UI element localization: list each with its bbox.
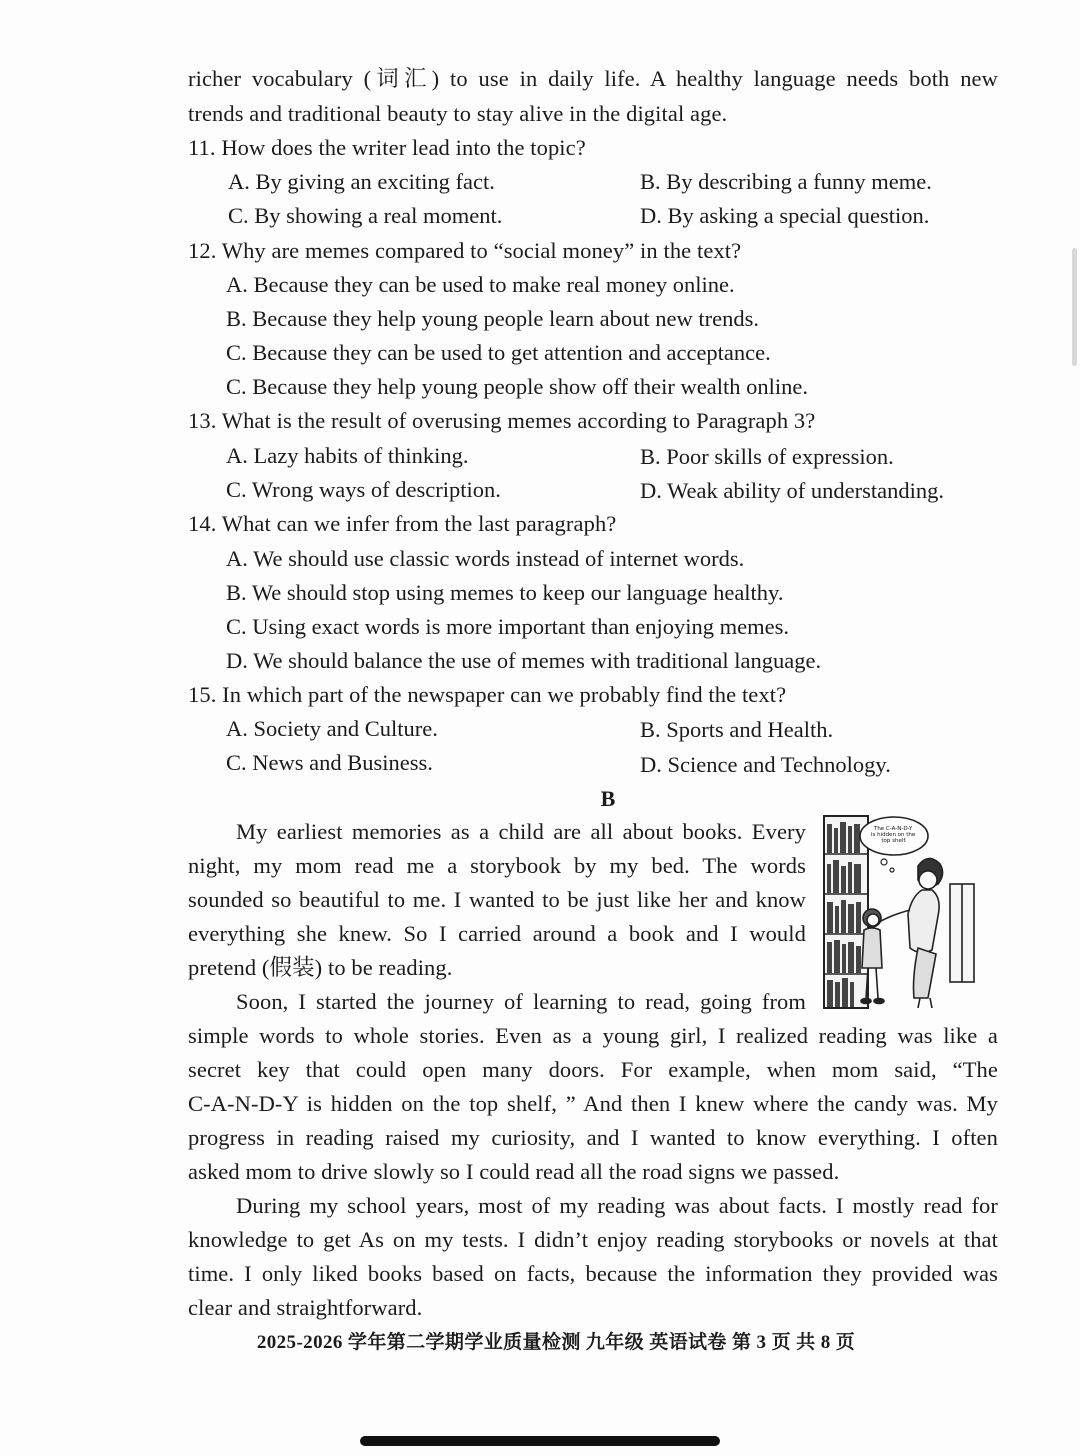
question-13-option-a: A. Lazy habits of thinking. (226, 443, 469, 468)
question-14-stem: 14. What can we infer from the last paragraph? (188, 511, 617, 536)
section-b-p2-line: asked mom to drive slowly so I could read all the road signs we passed. (188, 1159, 840, 1184)
question-14-option-b: B. We should stop using memes to keep our language healthy. (226, 580, 784, 605)
question-14-option-c: C. Using exact words is more important than enjoying memes. (226, 614, 790, 639)
section-b-p2-line: C-A-N-D-Y is hidden on the top shelf, ” And then I knew where the candy was. My (188, 1091, 998, 1116)
question-11-option-a: A. By giving an exciting fact. (228, 169, 495, 194)
question-15-option-d: D. Science and Technology. (640, 752, 891, 777)
question-15-option-c: C. News and Business. (226, 750, 433, 775)
page-footer: 2025-2026 学年第二学期学业质量检测 九年级 英语试卷 第 3 页 共 8 页 (256, 1332, 856, 1353)
section-b-p3-line: During my school years, most of my reading was about facts. I mostly read for (236, 1193, 998, 1218)
section-b-p1-line: My earliest memories as a child are all about books. Every (236, 819, 806, 844)
passage-a-line: richer vocabulary (词汇) to use in daily life. A healthy language needs both new (188, 66, 998, 91)
question-13-option-c: C. Wrong ways of description. (226, 477, 501, 502)
question-11-option-d: D. By asking a special question. (640, 203, 930, 228)
question-11-option-b: B. By describing a funny meme. (640, 169, 932, 194)
section-b-p1-line: night, my mom read me a storybook by my bed. The words (188, 853, 806, 878)
question-12-option-a: A. Because they can be used to make real money online. (226, 272, 735, 297)
home-indicator[interactable] (360, 1436, 720, 1446)
scrollbar[interactable] (1072, 248, 1077, 366)
section-b-p2-line: secret key that could open many doors. For example, when mom said, “The (188, 1057, 998, 1082)
question-15-option-b: B. Sports and Health. (640, 717, 834, 742)
question-12-option-c: C. Because they can be used to get attention and acceptance. (226, 340, 771, 365)
illustration-mother-and-child (822, 814, 984, 1012)
question-11-stem: 11. How does the writer lead into the topic? (188, 135, 586, 160)
question-14-option-d: D. We should balance the use of memes with traditional language. (226, 648, 822, 673)
section-b-p1-line: sounded so beautiful to me. I wanted to be just like her and know (188, 887, 806, 912)
question-13-stem: 13. What is the result of overusing memes according to Paragraph 3? (188, 408, 816, 433)
section-b-p1-line: everything she knew. So I carried around a book and I would (188, 921, 806, 946)
question-12-stem: 12. Why are memes compared to “social money” in the text? (188, 238, 742, 263)
section-b-p2-line: Soon, I started the journey of learning to read, going from (236, 989, 806, 1014)
question-13-option-d: D. Weak ability of understanding. (640, 478, 944, 503)
question-11-option-c: C. By showing a real moment. (228, 203, 503, 228)
section-b-heading: B (600, 786, 616, 811)
section-b-p3-line: knowledge to get As on my tests. I didn’t enjoy reading storybooks or novels at that (188, 1227, 998, 1252)
section-b-p2-line: progress in reading raised my curiosity, and I wanted to know everything. I often (188, 1125, 998, 1150)
question-14-option-a: A. We should use classic words instead of internet words. (226, 546, 745, 571)
question-15-stem: 15. In which part of the newspaper can we probably find the text? (188, 682, 787, 707)
section-b-p1-line: pretend (假装) to be reading. (188, 955, 453, 980)
section-b-p3-line: clear and straightforward. (188, 1295, 423, 1320)
section-b-p3-line: time. I only liked books based on facts, because the information they provided was (188, 1261, 998, 1286)
question-12-option-b: B. Because they help young people learn about new trends. (226, 306, 759, 331)
speech-bubble-text: The C-A-N-D-Y is hidden on the top shelf. (870, 826, 916, 844)
section-b-p2-line: simple words to whole stories. Even as a young girl, I realized reading was like a (188, 1023, 998, 1048)
question-15-option-a: A. Society and Culture. (226, 716, 438, 741)
passage-a-line: trends and traditional beauty to stay alive in the digital age. (188, 101, 728, 126)
question-13-option-b: B. Poor skills of expression. (640, 444, 894, 469)
question-12-option-d: C. Because they help young people show off their wealth online. (226, 374, 808, 399)
